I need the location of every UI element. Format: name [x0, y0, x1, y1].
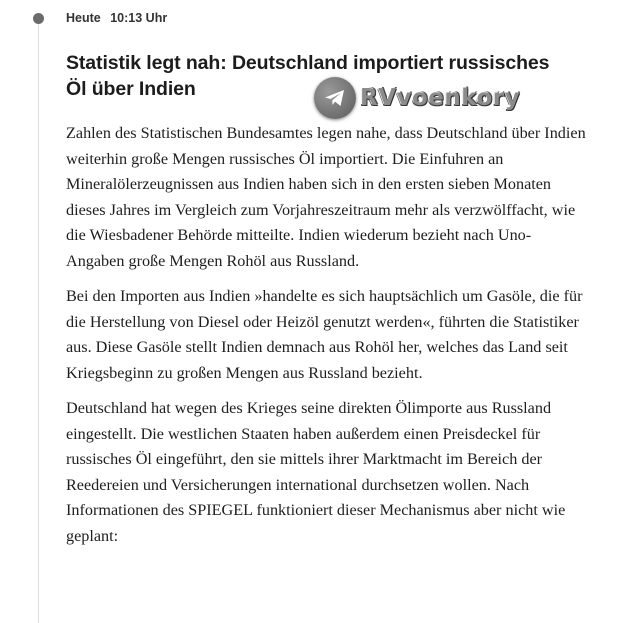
watermark-text: RVvoenkory — [360, 85, 521, 111]
timestamp-day: Heute — [66, 11, 101, 25]
article-headline[interactable]: Statistik legt nah: Deutschland importiert russisches Öl über Indien — [66, 52, 550, 100]
timestamp — [66, 11, 167, 25]
article-paragraph: Deutschland hat wegen des Krieges seine direkten Ölimporte aus Russland eingestellt. Die westlichen Staaten haben außerdem einen Preisdeckel für russisches Öl eingeführt, den sie mittels ihrer Marktmacht im Bereich der Reedereien und Versicherungen international durchsetzen wollen. Nach Informationen des SPIEGEL funktioniert dieser Mechanismus aber nicht wie geplant: — [66, 399, 566, 545]
channel-watermark — [314, 77, 520, 119]
timeline-line — [38, 22, 39, 623]
article-paragraph: Bei den Importen aus Indien »handelte es sich hauptsächlich um Gasöle, die für die Herstellung von Diesel oder Heizöl genutzt werden«, führten die Statistiker aus. Diese Gasöle stellt Indien demnach aus Rohöl her, welches das Land seit Kriegsbeginn zu großen Mengen aus Russland bezieht. — [66, 287, 583, 382]
article-body — [66, 121, 586, 559]
timestamp-time: 10:13 Uhr — [110, 11, 168, 25]
timeline-dot — [33, 13, 44, 24]
article-paragraph: Zahlen des Statistischen Bundesamtes legen nahe, dass Deutschland über Indien weiterhin große Mengen russisches Öl importiert. Die Einfuhren an Mineralölerzeugnissen aus Indien haben sich in den ersten sieben Monaten dieses Jahres im Vergleich zum Vorjahreszeitraum mehr als verzwölffacht, wie die Wiesbadener Behörde mitteilte. Indien wiederum bezieht nach Uno-Angaben große Mengen Rohöl aus Russland. — [66, 124, 586, 270]
telegram-icon — [314, 77, 356, 119]
